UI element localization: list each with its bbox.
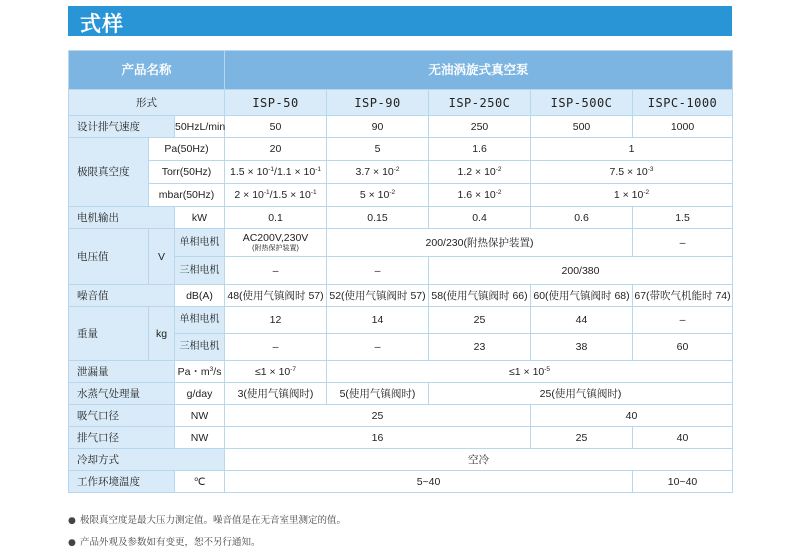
table-cell: 44: [531, 307, 633, 334]
ultimate-torr-row: [69, 161, 733, 184]
table-cell: $1.6 \times 10^{-2}$: [429, 184, 531, 207]
table-cell: 5(使用气镇阀时): [327, 383, 429, 405]
table-cell: $5 \times 10^{-2}$: [327, 184, 429, 207]
table-cell: 1000: [633, 116, 733, 138]
voltage-unit: V: [149, 229, 175, 285]
title-row: [69, 51, 733, 90]
ultimate-label: 极限真空度: [69, 138, 149, 207]
table-cell: 1.5: [633, 207, 733, 229]
three-phase-label: 三相电机: [175, 334, 225, 361]
three-phase-label: 三相电机: [175, 257, 225, 285]
table-cell: 250: [429, 116, 531, 138]
table-cell: 空冷: [225, 449, 733, 471]
table-cell: 52(使用气镇阀时 57): [327, 285, 429, 307]
table-cell: $1.5 \times 10^{-1}/1.1 \times 10^{-1}$: [225, 161, 327, 184]
speed-label: 设计排气速度: [69, 116, 175, 138]
leak-unit: Pa・$m^3/s$: [175, 361, 225, 383]
table-cell: –: [633, 307, 733, 334]
table-cell: 1.6: [429, 138, 531, 161]
table-cell: $1.2 \times 10^{-2}$: [429, 161, 531, 184]
bullet-icon: ●: [68, 516, 76, 526]
leak-row: [69, 361, 733, 383]
table-cell: 50: [225, 116, 327, 138]
vapor-label: 水蒸气处理量: [69, 383, 175, 405]
cooling-row: [69, 449, 733, 471]
motor-label: 电机输出: [69, 207, 175, 229]
noise-row: [69, 285, 733, 307]
table-cell: $3.7 \times 10^{-2}$: [327, 161, 429, 184]
table-cell: 5: [327, 138, 429, 161]
product-name: 无油涡旋式真空泵: [225, 51, 733, 90]
speed-unit: 50HzL/min: [175, 116, 225, 138]
table-cell: 10~40: [633, 471, 733, 493]
model-ispc-1000: ISPC-1000: [633, 90, 733, 116]
table-cell: AC200V,230V (附热保护装置): [225, 229, 327, 257]
table-cell: –: [327, 257, 429, 285]
table-cell: 38: [531, 334, 633, 361]
table-cell: 67(带吹气机能时 74): [633, 285, 733, 307]
bullet-icon: ●: [68, 538, 76, 548]
ultimate-pa-row: [69, 138, 733, 161]
ambient-unit: ℃: [175, 471, 225, 493]
note-item: ● 极限真空度是最大压力测定值。噪音值是在无音室里测定的值。: [68, 512, 346, 534]
table-cell: $\le 1 \times 10^{-7}$: [225, 361, 327, 383]
single-phase-label: 单相电机: [175, 229, 225, 257]
inlet-unit: NW: [175, 405, 225, 427]
table-cell: 48(使用气镇阀时 57): [225, 285, 327, 307]
spec-table: [68, 50, 733, 493]
outlet-unit: NW: [175, 427, 225, 449]
motor-unit: kW: [175, 207, 225, 229]
table-cell: 1: [531, 138, 733, 161]
section-title: 式样: [80, 12, 124, 36]
model-isp-250c: ISP-250C: [429, 90, 531, 116]
table-cell: 25: [225, 405, 531, 427]
weight-unit: kg: [149, 307, 175, 361]
motor-row: [69, 207, 733, 229]
table-cell: 12: [225, 307, 327, 334]
model-isp-50: ISP-50: [225, 90, 327, 116]
weight-single-row: [69, 307, 733, 334]
outlet-label: 排气口径: [69, 427, 175, 449]
table-cell: 0.15: [327, 207, 429, 229]
table-cell: –: [633, 229, 733, 257]
table-cell: 23: [429, 334, 531, 361]
table-cell: 200/230(附热保护装置): [327, 229, 633, 257]
ultimate-mbar-row: [69, 184, 733, 207]
table-cell: 500: [531, 116, 633, 138]
table-cell: 0.6: [531, 207, 633, 229]
table-cell: $7.5 \times 10^{-3}$: [531, 161, 733, 184]
table-cell: 60: [633, 334, 733, 361]
thermal-note: (附热保护装置): [252, 245, 299, 252]
table-cell: 60(使用气镇阀时 68): [531, 285, 633, 307]
leak-label: 泄漏量: [69, 361, 175, 383]
table-cell: –: [327, 334, 429, 361]
torr-unit: Torr(50Hz): [149, 161, 225, 184]
outlet-row: [69, 427, 733, 449]
table-cell: 40: [531, 405, 733, 427]
notes: [68, 512, 346, 556]
table-cell: 3(使用气镇阀时): [225, 383, 327, 405]
table-cell: 25: [531, 427, 633, 449]
table-cell: $1 \times 10^{-2}$: [531, 184, 733, 207]
table-cell: $\le 1 \times 10^{-5}$: [327, 361, 733, 383]
section-header: [68, 6, 732, 36]
table-cell: 40: [633, 427, 733, 449]
vapor-unit: g/day: [175, 383, 225, 405]
table-cell: 5~40: [225, 471, 633, 493]
voltage-label: 电压值: [69, 229, 149, 285]
ambient-row: [69, 471, 733, 493]
voltage-single-row: [69, 229, 733, 257]
model-row: [69, 90, 733, 116]
table-cell: 0.1: [225, 207, 327, 229]
table-cell: –: [225, 334, 327, 361]
table-cell: 14: [327, 307, 429, 334]
noise-unit: dB(A): [175, 285, 225, 307]
table-cell: 200/380: [429, 257, 733, 285]
inlet-label: 吸气口径: [69, 405, 175, 427]
model-label: 形式: [69, 90, 225, 116]
table-cell: 16: [225, 427, 531, 449]
table-cell: 90: [327, 116, 429, 138]
table-cell: –: [225, 257, 327, 285]
cooling-label: 冷却方式: [69, 449, 225, 471]
table-cell: 0.4: [429, 207, 531, 229]
table-cell: $2 \times 10^{-1}/1.5 \times 10^{-1}$: [225, 184, 327, 207]
noise-label: 噪音值: [69, 285, 175, 307]
model-isp-90: ISP-90: [327, 90, 429, 116]
ambient-label: 工作环境温度: [69, 471, 175, 493]
table-cell: 25(使用气镇阀时): [429, 383, 733, 405]
model-isp-500c: ISP-500C: [531, 90, 633, 116]
speed-row: [69, 116, 733, 138]
single-phase-label: 单相电机: [175, 307, 225, 334]
inlet-row: [69, 405, 733, 427]
product-name-label: 产品名称: [69, 51, 225, 90]
mbar-unit: mbar(50Hz): [149, 184, 225, 207]
table-cell: 20: [225, 138, 327, 161]
table-cell: 58(使用气镇阀时 66): [429, 285, 531, 307]
table-cell: 25: [429, 307, 531, 334]
pa-unit: Pa(50Hz): [149, 138, 225, 161]
vapor-row: [69, 383, 733, 405]
note-item: ● 产品外观及参数如有变更，恕不另行通知。: [68, 534, 346, 556]
weight-label: 重量: [69, 307, 149, 361]
